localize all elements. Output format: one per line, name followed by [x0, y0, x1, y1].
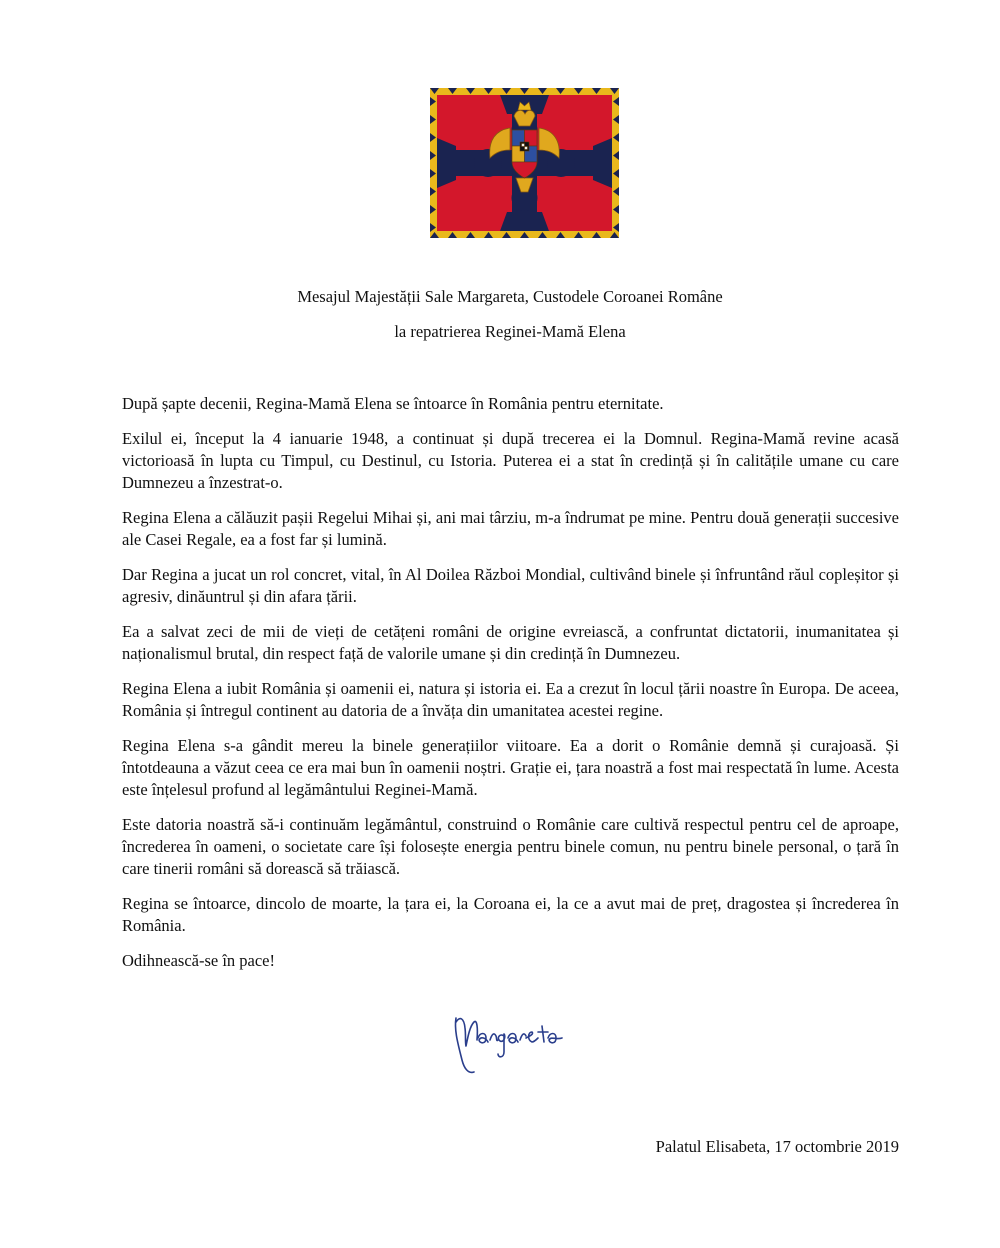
- letter-subtitle: la repatrierea Reginei-Mamă Elena: [394, 322, 626, 341]
- paragraph: Regina Elena a iubit România și oamenii ei, natura și istoria ei. Ea a crezut în locul țării noastre în Europa. De aceea, România și întregul continent au datoria de a învăța din umanitatea acestei regine.: [122, 679, 899, 720]
- paragraph: Dar Regina a jucat un rol concret, vital, în Al Doilea Război Mondial, cultivând binele și înfruntând răul copleșitor și agresiv, dinăuntrul și din afara țării.: [122, 565, 899, 606]
- paragraph: Este datoria noastră să-i continuăm legământul, construind o Românie care cultivă respectul pentru cel de aproape, încrederea în oameni, o societate care își folosește energia pentru binele comun, nu pentru binele personal, o țară în care tinerii români să dorească să trăiască.: [122, 815, 899, 878]
- signature: [448, 1000, 578, 1080]
- royal-standard-icon: [430, 88, 619, 238]
- paragraph: După șapte decenii, Regina-Mamă Elena se întoarce în România pentru eternitate.: [122, 394, 664, 413]
- paragraph: Exilul ei, început la 4 ianuarie 1948, a continuat și după trecerea ei la Domnul. Regina-Mamă revine acasă victorioasă în lupta cu Timpul, cu Destinul, cu Istoria. Puterea ei a stat în credință și în calitățile umane cu care Dumnezeu a înzestrat-o.: [122, 429, 899, 492]
- paragraph: Regina Elena a călăuzit pașii Regelui Mihai și, ani mai târziu, m-a îndrumat pe mine. Pentru două generații succesive ale Casei Regale, ea a fost far și lumină.: [122, 508, 899, 549]
- closing-line: Odihnească-se în pace!: [122, 951, 276, 970]
- paragraph: Ea a salvat zeci de mii de vieți de cetățeni români de origine evreiască, a confruntat dictatorii, inumanitatea și naționalismul brutal, din respect față de valorile umane și din credință în Dumnezeu.: [122, 622, 899, 663]
- letter-title: Mesajul Majestății Sale Margareta, Custodele Coroanei Române: [297, 287, 723, 306]
- letter-body: [122, 393, 899, 985]
- paragraph: Regina se întoarce, dincolo de moarte, la țara ei, la Coroana ei, la ce a avut mai de preț, dragostea și încrederea în România.: [122, 894, 899, 935]
- paragraph: Regina Elena s-a gândit mereu la binele generațiilor viitoare. Ea a dorit o Românie demnă și curajoasă. Și întotdeauna a văzut ceea ce era mai bun în oamenii noștri. Grație ei, țara noastră a fost mai respectată în lume. Acesta este înțelesul profund al legământului Reginei-Mamă.: [122, 736, 899, 799]
- place-and-date: Palatul Elisabeta, 17 octombrie 2019: [655, 1137, 899, 1156]
